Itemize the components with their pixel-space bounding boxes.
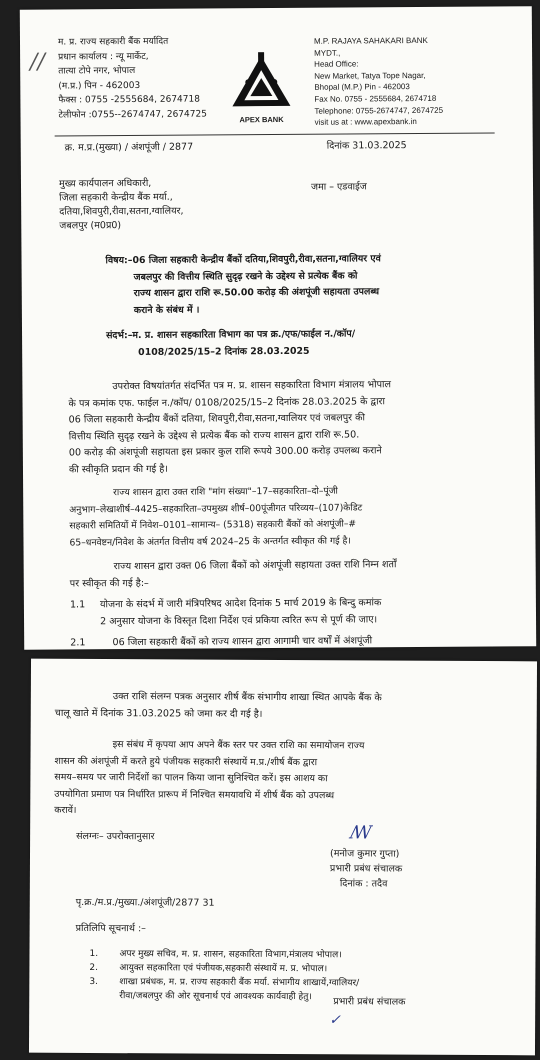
page2-paragraph-2 [54,737,364,821]
left-header-line: टेलीफोन :0755--2674747, 2674725 [58,109,207,121]
condition-line: 06 जिला सहकारी बैंकों को राज्य शासन द्वारा आगामी चार वर्षों में अंशपूंजी [112,635,373,649]
body-line: 06 जिला सहकारी केन्द्रीय बैंकों दतिया, शिवपुरी,रीवा,सतना,ग्वालियर एवं जबलपुर की [68,412,366,426]
copy-item [89,961,359,976]
left-header-line: म. प्र. राज्य सहकारी बैंक मर्यादित [57,36,169,48]
signatory-line: प्रभारी प्रबंध संचालक [329,863,403,875]
copy-item-number: 3. [89,976,98,988]
body-paragraph-2 [69,483,362,551]
body-line: उपयोगिता प्रमाण पत्र निर्धारित प्रारूप में निश्चित समयावधि में शीर्ष बैंक को उपलब्ध [54,788,335,801]
right-header-line: Bhopal (M.P.) Pin - 462003 [314,82,410,93]
left-letterhead [58,34,207,123]
body-line: के पत्र कमांक एफ. फाईल न./कॉप/ 0108/2025/15–2 दिनांक 28.03.2025 के द्वारा [68,395,385,409]
letter-page-2 [29,659,537,1056]
subject-line: विषय:–06 जिला सहकारी केन्द्रीय बैंकों दतिया,शिवपुरी,रीवा,सतना,ग्वालियर एवं [105,253,381,267]
body-line: उक्त राशि संलग्न पत्रक अनुसार शीर्ष बैंक संभागीय शाखा स्थित आपके बैंक के [112,691,382,704]
reference-line: 0108/2025/15–2 दिनांक 28.03.2025 [138,345,310,358]
body-line: पर स्वीकृत की गई है:– [69,577,149,589]
reference-line: संदर्भ:–म. प्र. शासन सहकारिता विभाग का पत्र क्र./एफ/फाईल न./कॉप/ [106,328,356,342]
header-rule [55,132,495,136]
condition-number: 1.1 [69,599,86,611]
body-line: इस संबंध में कृपया आप अपने बैंक स्तर पर उक्त राशि का समायोजन राज्य [112,739,365,752]
right-header-line: M.P. RAJAYA SAHAKARI BANK [313,35,428,46]
subject-line: जबलपुर की वित्तीय स्थिति सुदृढ़ रखने के उद्देश्य से प्रत्येक बैंक को [133,269,358,283]
body-line: सहकारी समितियों में निवेश–0101–सामान्य– (5318) सहकारी बैंकों को अंशपूंजी–# [69,518,357,532]
body-line: 65–धनवेष्टन/निवेश के अंतर्गत वित्तीय वर्ष 2024–25 के अन्तर्गत स्वीकृत की गई है। [69,534,351,548]
copy-item-number: 1. [89,948,99,960]
body-line: राज्य शासन द्वारा उक्त राशि "मांग संख्या"–17–सहकारिता–दो–पूंजी [113,485,338,499]
copy-item-text: अपर मुख्य सचिव, म. प्र. शासन, सहकारिता विभाग,मंत्रालय भोपाल। [119,949,342,961]
logo-text: APEX BANK [239,114,284,125]
signature-scribble: ꟿ [350,822,372,844]
letter-page-1 [20,6,536,650]
addressee-line: जिला सहकारी केन्द्रीय बैंक मर्या., [59,191,173,204]
reference-block [106,325,355,361]
copy-item-text: आयुक्त सहकारिता एवं पंजीयक,सहकारी संस्थायें म. प्र. भोपाल। [119,963,328,975]
right-header-line: MYDT., [314,48,341,58]
addressee-line: दतिया,शिवपुरी,रीवा,सतना,ग्वालियर, [59,205,184,218]
copy-item [89,989,359,1004]
subject-block [105,251,381,319]
subject-line: कराने के संबंध में । [133,304,200,316]
condition-2-1 [70,633,372,652]
body-line: राज्य शासन द्वारा उक्त 06 जिला बैंकों को अंशपूंजी सहायता उक्त राशि निम्न शर्तों [113,559,397,573]
letter-date: दिनांक 31.03.2025 [326,140,407,152]
left-header-line: तात्या टोपे नगर, भोपाल [58,66,136,77]
enclosure-line: संलग्नः– उपरोक्तानुसार [76,830,155,843]
right-header-line: Telephone: 0755-2674747, 2674725 [314,105,444,116]
advice-label: जमा – एडवाईज [310,181,367,193]
reference-number: क्र. म.प्र.(मुख्या) / अंशपूंजी / 2877 [64,141,194,154]
right-header-line: visit us at : www.apexbank.in [314,117,417,127]
copy-item-text: शाखा प्रबंधक, म. प्र. राज्य सहकारी बैंक मर्या. संभागीय शाखायें,ग्वालियर/ [119,977,360,989]
right-header-line: Fax No. 0755 - 2555684, 2674718 [314,93,437,104]
body-line: की स्वीकृति प्रदान की गई है। [68,463,169,475]
copy-item-text: रीवा/जबलपुर की ओर सूचनार्थ एवं आवश्यक कार्यवाही हेतु। [119,991,312,1003]
closing-signatory: प्रभारी प्रबंध संचालक [333,996,406,1008]
endorsement-reference: पृ.क्र./म.प्र./मुख्या./अंशपूंजी/2877 31 [75,896,215,909]
signatory-line: (मनोज कुमार गुप्ता) [329,848,400,860]
copy-heading: प्रतिलिपि सूचनार्थ :– [75,922,146,935]
body-line: शासन की अंशपूंजी में करते हुये पंजीयक सहकारी संस्थायें म.प्र./शीर्ष बैंक द्वारा [54,755,318,768]
margin-scribble: // [30,49,46,75]
left-header-line: प्रधान कार्यालय : न्यू मार्केट, [58,51,149,63]
initial-scribble: ✓ [329,1012,341,1029]
copy-list [89,947,359,1004]
body-line: वित्तीय स्थिति सुदृढ़ रखने के उद्देश्य से प्रत्येक बैंक को राज्य शासन द्वारा राशि रू.50. [68,428,360,442]
body-line: 00 करोड़ की अंशपूंजी सहायता इस प्रकार कुल राशि रूपये 300.00 करोड़ उपलब्ध कराने [68,445,382,459]
body-line: करावें। [54,804,77,816]
body-line: चालू खाते में दिनांक 31.03.2025 को जमा कर दी गई है। [54,707,263,720]
left-header-line: फैक्स : 0755 -2555684, 2674718 [58,94,200,106]
body-line: समय–समय पर जारी निर्देशों का पालन किया जाना सुनिश्चित करें। इस आशय का [54,771,328,785]
right-header-line: Head Office: [314,59,359,69]
left-header-line: (म.प्र.) पिन - 462003 [58,80,141,92]
body-paragraph-1 [68,377,391,478]
body-line: अनुभाग–लेखाशीर्ष–4425–सहकारिता–उपमुख्य शीर्ष–00पूंजीगत परिव्यय–(107)केडिट [69,501,363,515]
body-paragraph-3 [70,557,397,592]
right-header-line: New Market, Tatya Tope Nagar, [314,70,426,81]
right-letterhead [314,35,443,129]
condition-number: 2.1 [70,637,86,649]
condition-line: योजना के संदर्भ में जारी मंत्रिपरिषद आदेश दिनांक 5 मार्च 2019 के बिन्दु कमांक [99,597,382,611]
copy-item-number: 2. [89,962,99,974]
condition-1-1 [70,595,382,630]
subject-line: राज्य शासन द्वारा राशि रू.50.00 करोड़ की अंशपूंजी सहायता उपलब्ध [133,286,380,300]
addressee-line: मुख्य कार्यपालन अधिकारी, [58,177,152,190]
body-line: उपरोक्त विषयांतर्गत संदर्भित पत्र म. प्र. शासन सहकारिता विभाग मंत्रालय भोपाल [112,379,392,393]
apex-bank-logo [228,52,294,125]
copy-item [89,975,359,990]
condition-line: 2 अनुसार योजना के विस्तृत दिशा निर्देश एवं प्रकिया त्वरित रूप से पूर्ण की जाए। [100,613,378,627]
addressee-block [59,177,184,234]
addressee-line: जबलपुर (म0प्र0) [59,220,122,232]
signatory-line: दिनांक : तदैव [339,878,388,890]
signatory-block [330,846,403,891]
copy-item [89,947,359,962]
page2-paragraph-1 [55,689,382,724]
